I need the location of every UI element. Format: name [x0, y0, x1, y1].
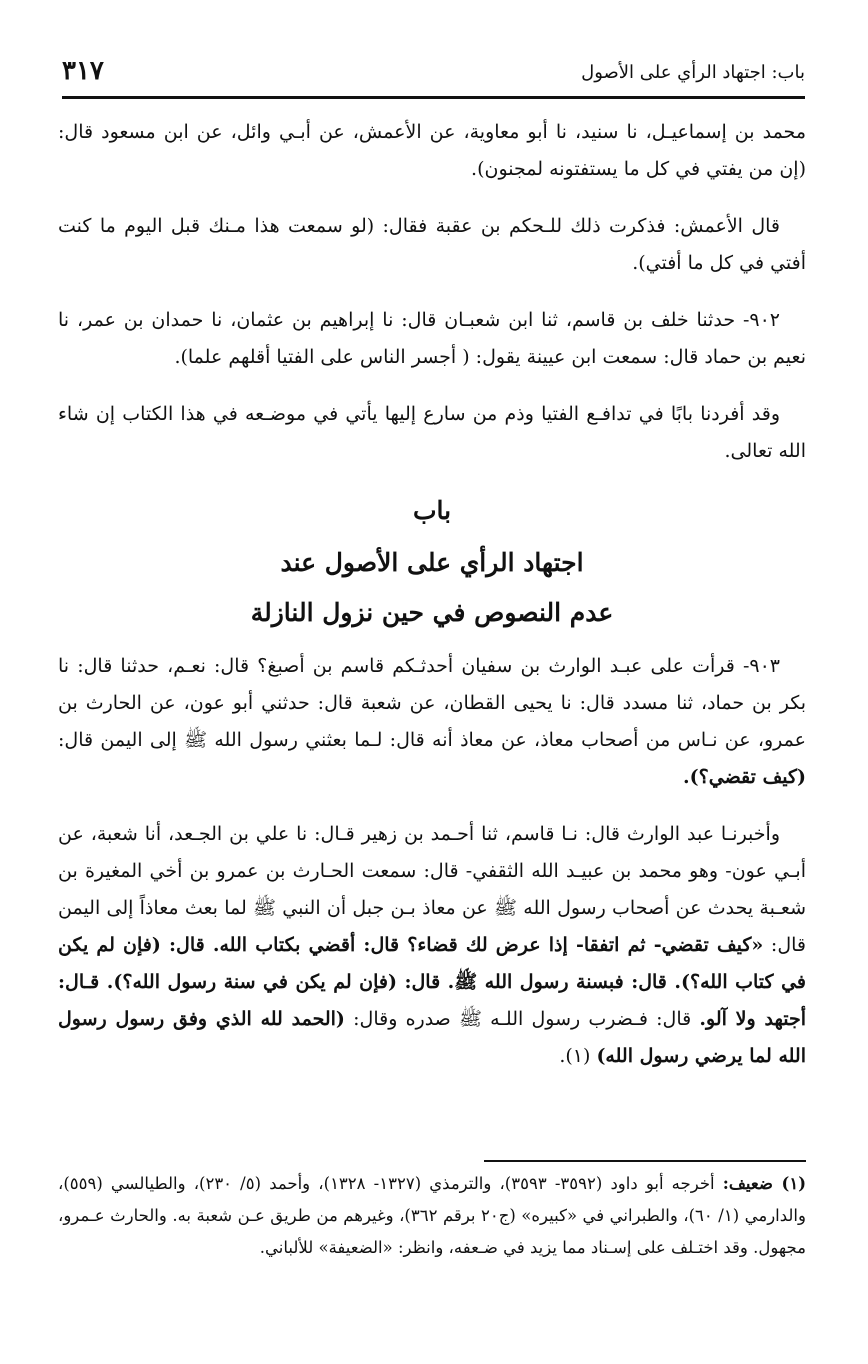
hadith-text: وأخبرنـا عبد الوارث قال: نـا قاسم، ثنا أحـمد بن زهير قـال: نا علي بن الجـعد، أنا شعبة، عن أبـي عون- وهو محمد بن عبيـد الله الثقفي- قال: سمعت الحـارث بن عمرو بن أخي المغيرة بن شعـبة يحدث عن أصحاب رسول الله ﷺ عن معاذ بـن جبل أن النبي ﷺ لما بعث معاذاً إلى اليمن قال:: [58, 823, 806, 956]
chapter-title-line-2: عدم النصوص في حين نزول النازلة: [250, 598, 614, 627]
main-text: [58, 114, 806, 1075]
footnote-ref: (١).: [559, 1045, 597, 1067]
running-header: [62, 50, 805, 96]
footnote: [58, 1168, 806, 1264]
paragraph-hadith-902: ٩٠٢- حدثنا خلف بن قاسم، ثنا ابن شعبـان قال: نا إبراهيم بن عثمان، نا حمدان بن عمر، نا نعيم بن حماد قال: سمعت ابن عيينة يقول: ( أجسر الناس على الفتيا أقلهم علما).: [58, 309, 806, 368]
paragraph: قال الأعمش: فذكرت ذلك للـحكم بن عقبة فقال: (لو سمعت هذا مـنك قبل اليوم ما كنت أفتي في كل ما أفتي).: [58, 215, 806, 274]
paragraph: وقد أفردنا بابًا في تدافـع الفتيا وذم من سارع إليها يأتي في موضـعه في هذا الكتاب إن شاء الله تعالى.: [58, 403, 806, 462]
running-header-title: باب: اجتهاد الرأي على الأصول: [581, 62, 805, 83]
hadith-quote: (كيف تقضي؟).: [683, 766, 806, 788]
footnote-label: (١) ضعيف:: [722, 1174, 806, 1193]
hadith-quote: «كيف تقضي- ثم اتفقا- إذا عرض لك قضاء؟ قال: أقضي بكتاب الله. قال: (فإن لم يكن في كتاب الله؟). قال: فبسنة رسول الله ﷺ. قال: (فإن لم يكن في سنة رسول الله؟). قـال: أجتهد ولا آلو.: [58, 934, 806, 1030]
page-number: ٣١٧: [62, 56, 104, 86]
chapter-word: باب: [412, 496, 452, 525]
paragraph-hadith-narration: [58, 816, 806, 1075]
hadith-quote: (الحمد لله الذي وفق رسول رسول الله لما يرضي رسول الله): [58, 1008, 806, 1067]
footnote-text: أخرجه أبو داود (٣٥٩٢- ٣٥٩٣)، والترمذي (١٣٢٧- ١٣٢٨)، وأحمد (٥/ ٢٣٠)، والطيالسي (٥٥٩)، والدارمي (١/ ٦٠)، والطبراني في «كبيره» (ج٢٠ برقم ٣٦٢)، وغيرهم من طريق عـن شعبة به. والحارث عـمرو، مجهول. وقد اختـلف على إسـناد مما يزيد في ضـعفه، وانظر: «الضعيفة» للألباني.: [58, 1174, 806, 1257]
hadith-text: قال: فـضرب رسول اللـه ﷺ صدره وقال:: [344, 1008, 700, 1030]
paragraph-hadith-903: [58, 648, 806, 796]
chapter-title-line-1: اجتهاد الرأي على الأصول عند: [280, 548, 584, 577]
header-rule: [62, 96, 805, 99]
footnote-rule: [484, 1160, 806, 1162]
paragraph: محمد بن إسماعيـل، نا سنيد، نا أبو معاوية، عن الأعمش، عن أبـي وائل، عن ابن مسعود قال: (إن من يفتي في كل ما يستفتونه لمجنون).: [58, 121, 806, 180]
hadith-text: ٩٠٣- قرأت على عبـد الوارث بن سفيان أحدثـكم قاسم بن أصبغ؟ قال: نعـم، حدثنا قال: نا بكر بن حماد، ثنا مسدد قال: نا يحيى القطان، عن شعبة قال: حدثني أبو عون، عن الحارث بن عمرو، عن نـاس من أصحاب معاذ، عن معاذ أنه قال: لـما بعثني رسول الله ﷺ إلى اليمن قال:: [58, 655, 806, 751]
